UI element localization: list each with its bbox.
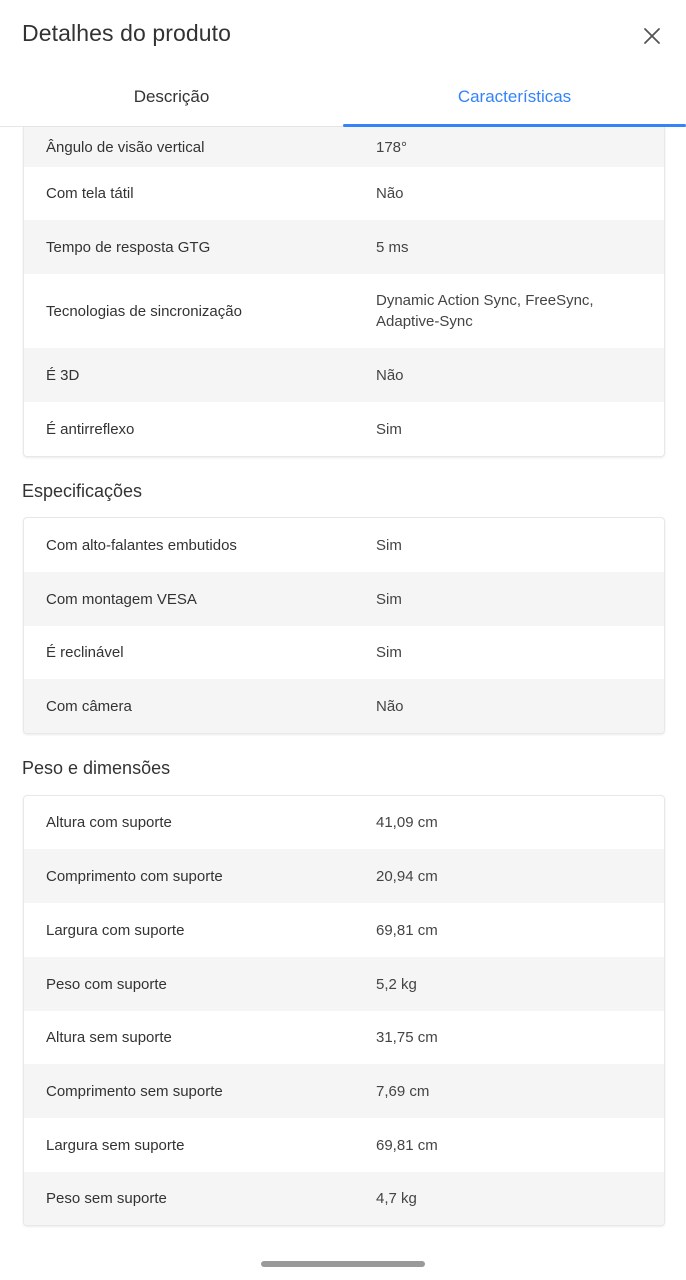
table-row xyxy=(24,1011,664,1064)
row-label: Com tela tátil xyxy=(46,185,134,202)
table-row xyxy=(24,679,664,733)
table-row xyxy=(24,957,664,1011)
close-button[interactable] xyxy=(640,24,664,48)
row-value: 20,94 cm xyxy=(376,867,438,885)
row-label: Largura com suporte xyxy=(46,921,185,939)
section-title-peso-dimensoes: Peso e dimensões xyxy=(22,758,171,778)
table-row xyxy=(24,849,664,903)
row-label: Tecnologias de sincronização xyxy=(46,302,242,320)
row-label: Largura sem suporte xyxy=(46,1136,185,1154)
row-value: 5,2 kg xyxy=(376,975,417,993)
table-row xyxy=(24,518,664,572)
row-value: Sim xyxy=(376,420,402,438)
modal-header xyxy=(0,0,686,72)
row-label: Peso com suporte xyxy=(46,975,167,993)
row-label: Ângulo de visão vertical xyxy=(46,138,205,156)
table-row xyxy=(24,402,664,456)
row-label: Altura com suporte xyxy=(46,814,172,831)
table-row xyxy=(24,796,664,849)
table-row xyxy=(24,274,664,348)
row-value: Sim xyxy=(376,536,402,554)
peso-dimensoes-table xyxy=(23,795,665,1226)
row-value: Sim xyxy=(376,590,402,608)
page-title: Detalhes do produto xyxy=(22,20,232,46)
table-row xyxy=(24,572,664,626)
row-value: 5 ms xyxy=(376,238,409,256)
row-value: 31,75 cm xyxy=(376,1029,438,1046)
row-label: É antirreflexo xyxy=(46,420,135,438)
table-row xyxy=(24,903,664,957)
row-value: 178° xyxy=(376,138,408,156)
row-value: 41,09 cm xyxy=(376,814,438,831)
table-row xyxy=(24,1064,664,1118)
close-icon xyxy=(640,24,664,48)
row-value: Não xyxy=(376,366,404,384)
table-row xyxy=(24,626,664,679)
row-label: É 3D xyxy=(46,366,80,384)
table-row xyxy=(24,127,664,167)
home-indicator[interactable] xyxy=(261,1261,425,1267)
table-row xyxy=(24,348,664,402)
row-label: Comprimento com suporte xyxy=(46,867,223,885)
tab-bar xyxy=(0,72,686,127)
row-value: Sim xyxy=(376,644,402,661)
row-value: 69,81 cm xyxy=(376,1136,438,1154)
table-row xyxy=(24,1172,664,1225)
especificacoes-table xyxy=(23,517,665,734)
row-label: Com alto-falantes embutidos xyxy=(46,536,237,554)
row-value: 69,81 cm xyxy=(376,921,438,939)
table-row xyxy=(24,220,664,274)
row-label: Altura sem suporte xyxy=(46,1029,172,1046)
row-label: Com câmera xyxy=(46,697,132,715)
row-value: Não xyxy=(376,697,404,715)
display-table xyxy=(23,127,665,457)
row-value: Dynamic Action Sync, FreeSync, Adaptive-Sync xyxy=(376,292,594,330)
table-row xyxy=(24,1118,664,1172)
row-value: Não xyxy=(376,185,404,202)
row-label: É reclinável xyxy=(46,644,124,661)
section-title-especificacoes: Especificações xyxy=(22,481,143,501)
row-label: Peso sem suporte xyxy=(46,1190,167,1207)
row-value: 4,7 kg xyxy=(376,1190,417,1207)
tab-descricao[interactable]: Descrição xyxy=(133,87,210,106)
row-label: Com montagem VESA xyxy=(46,590,197,608)
row-label: Tempo de resposta GTG xyxy=(46,238,211,256)
table-row xyxy=(24,167,664,220)
tab-caracteristicas[interactable]: Características xyxy=(457,87,572,106)
row-value: 7,69 cm xyxy=(376,1082,430,1100)
row-label: Comprimento sem suporte xyxy=(46,1082,223,1100)
